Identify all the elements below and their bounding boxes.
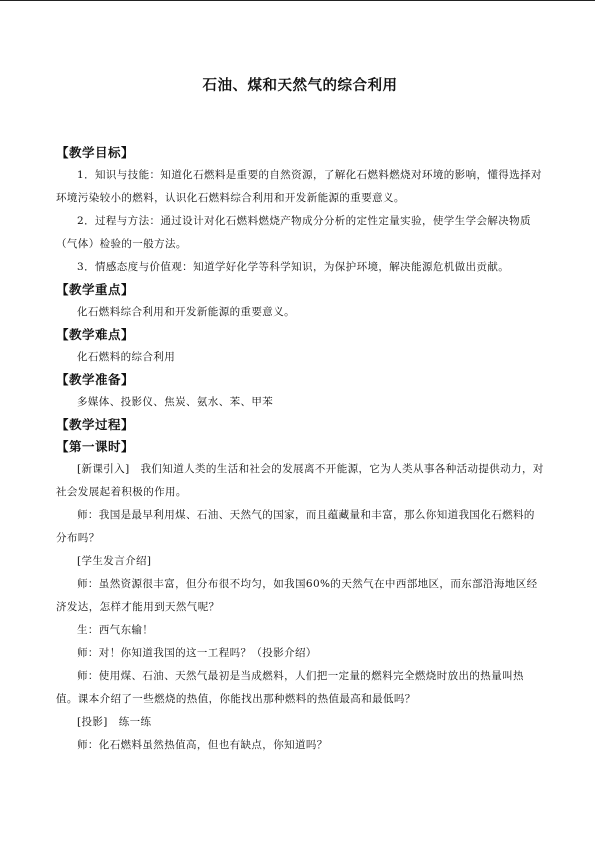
paragraph: [投影] 练一练 [77,716,152,728]
paragraph: 师：使用煤、石油、天然气最初是当成燃料，人们把一定量的燃料完全燃烧时放出的热量叫热值。课本介绍了一些燃烧的热值，你能找出那种燃料的热值最高和最低吗？ [56,670,524,705]
section-heading: 【第一课时】 [56,439,135,454]
section-heading: 【教学过程】 [56,417,135,432]
paragraph: 1．知识与技能：知道化石燃料是重要的自然资源，了解化石燃料燃烧对环境的影响，懂得选择对环境污染较小的燃料，认识化石燃料综合利用和开发新能源的重要意义。 [56,169,542,204]
section-first-lesson [56,436,544,757]
title-spacer [56,96,544,142]
document-title: 石油、煤和天然气的综合利用 [202,78,398,94]
paragraph: 3．情感态度与价值观：知道学好化学等科学知识，为保护环境，解决能源危机做出贡献。 [77,261,510,273]
paragraph: 多媒体、投影仪、焦炭、氨水、苯、甲苯 [77,396,274,408]
document-page [56,70,544,757]
paragraph: 师：化石燃料虽然热值高，但也有缺点，你知道吗？ [77,739,328,751]
paragraph: 化石燃料的综合利用 [77,351,176,363]
section-heading: 【教学目标】 [56,145,135,160]
paragraph: [新课引入] 我们知道人类的生活和社会的发展离不开能源，它为人类从事各种活动提供动力，对社会发展起着积极的作用。 [56,463,544,498]
paragraph: 2．过程与方法：通过设计对化石燃料燃烧产物成分分析的定性定量实验，使学生学会解决物质（气体）检验的一般方法。 [56,215,531,250]
section-teaching-process [56,414,544,436]
section-preparation [56,369,544,414]
section-difficult-points [56,324,544,369]
paragraph: 化石燃料综合利用和开发新能源的重要意义。 [77,306,295,318]
section-key-points [56,279,544,324]
paragraph: 师：虽然资源很丰富，但分布很不均匀，如我国60%的天然气在中西部地区，而东部沿海地区经济发达，怎样才能用到天然气呢？ [56,578,538,613]
paragraph: 师：我国是最早利用煤、石油、天然气的国家，而且蕴藏量和丰富，那么你知道我国化石燃料的分布吗？ [56,509,535,544]
section-heading: 【教学准备】 [56,372,135,387]
paragraph: 师：对！你知道我国的这一工程吗？（投影介绍） [77,647,317,659]
paragraph: 生：西气东输！ [77,624,154,636]
paragraph: [学生发言介绍] [77,555,152,567]
section-heading: 【教学难点】 [56,327,135,342]
section-heading: 【教学重点】 [56,282,135,297]
page-top-rule [0,0,595,1]
section-teaching-goals [56,142,544,279]
